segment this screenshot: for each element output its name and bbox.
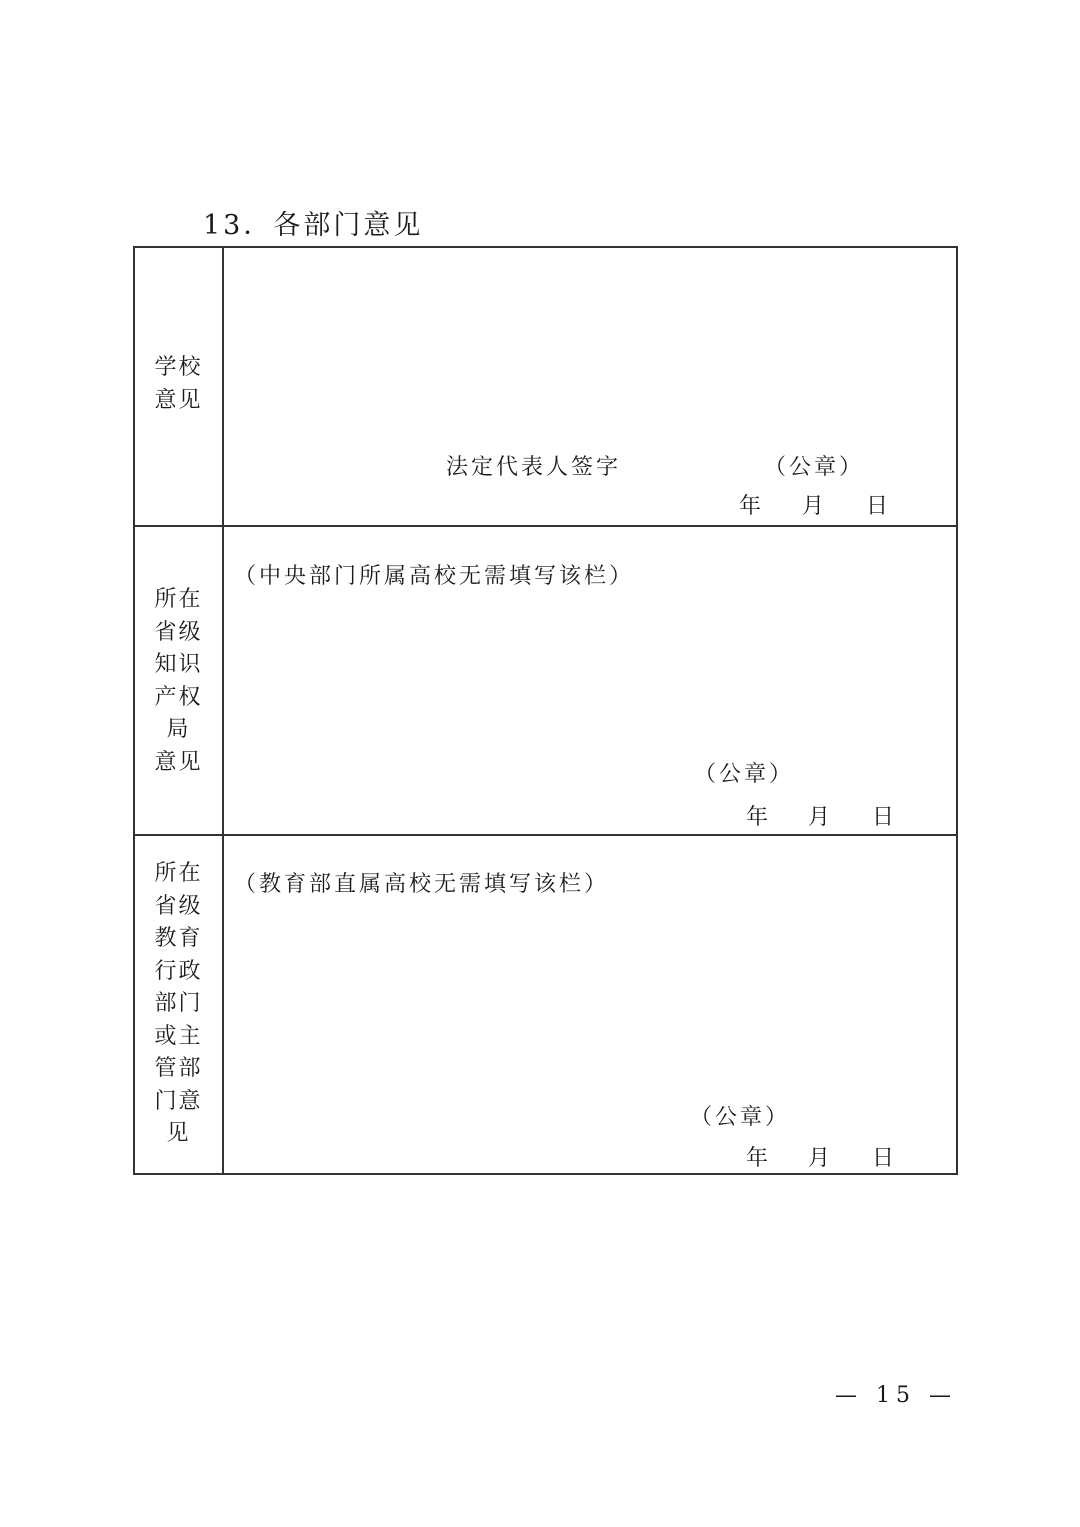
school-opinion-field[interactable] — [224, 248, 956, 525]
department-opinions-table — [133, 246, 958, 1175]
official-seal-label: （公章） — [694, 762, 795, 787]
date-month-label: 月 — [808, 1146, 831, 1171]
provincial-ip-office-label: 所在 省级 知识 产权 局 意见 — [154, 587, 203, 775]
date-year-label: 年 — [746, 805, 769, 830]
provincial-ip-office-opinion-row — [135, 525, 956, 834]
official-seal-label: （公章） — [690, 1105, 791, 1130]
row-label-cell — [135, 527, 224, 834]
date-day-label: 日 — [872, 1146, 895, 1171]
provincial-education-dept-opinion-field[interactable] — [224, 836, 956, 1173]
legal-representative-signature-label: 法定代表人签字 — [446, 455, 622, 480]
section-heading: 13．各部门意见 — [203, 210, 424, 241]
row-label-cell — [135, 836, 224, 1173]
provincial-education-dept-opinion-row — [135, 834, 956, 1173]
provincial-ip-office-opinion-field[interactable] — [224, 527, 956, 834]
official-seal-label: （公章） — [764, 455, 865, 480]
page-number: — 15 — — [835, 1383, 957, 1408]
date-year-label: 年 — [746, 1146, 769, 1171]
school-opinion-label: 学校 意见 — [154, 355, 203, 413]
date-month-label: 月 — [802, 494, 825, 519]
date-day-label: 日 — [866, 494, 889, 519]
date-month-label: 月 — [808, 805, 831, 830]
school-opinion-row — [135, 248, 956, 525]
exemption-note: （教育部直属高校无需填写该栏） — [234, 872, 610, 897]
date-year-label: 年 — [739, 494, 762, 519]
date-day-label: 日 — [872, 805, 895, 830]
exemption-note: （中央部门所属高校无需填写该栏） — [234, 564, 635, 589]
provincial-education-dept-label: 所在 省级 教育 行政 部门 或主 管部 门意 见 — [154, 861, 203, 1146]
row-label-cell — [135, 248, 224, 525]
